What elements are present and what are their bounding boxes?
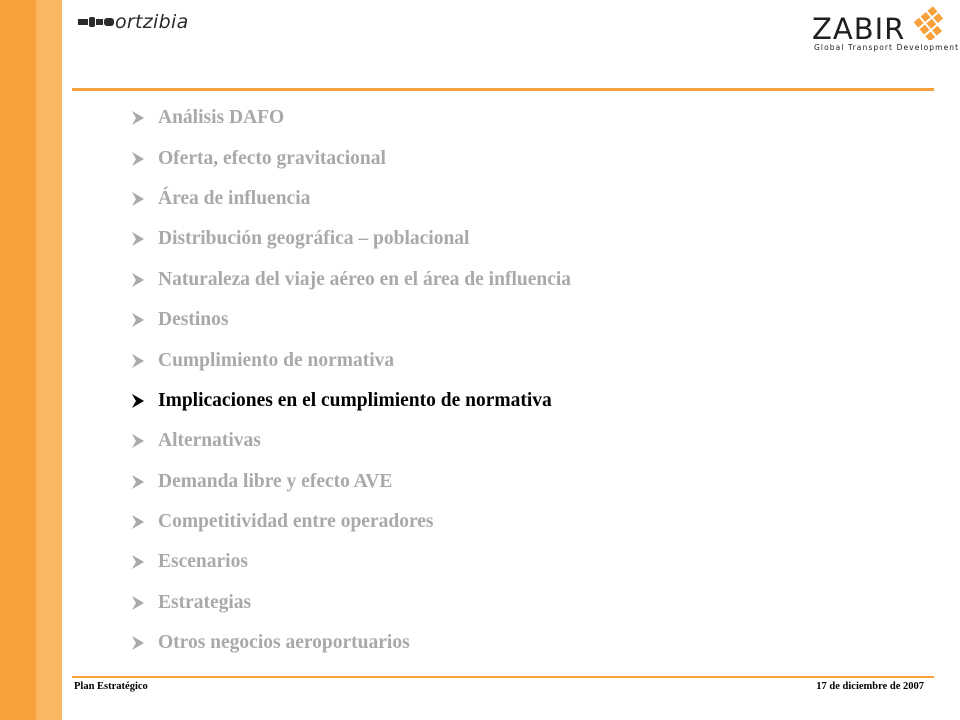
agenda-item-label: Cumplimiento de normativa: [158, 349, 395, 371]
agenda-item: [130, 421, 571, 461]
header-divider: [72, 88, 934, 91]
agenda-item-current: [130, 381, 571, 421]
agenda-item: [130, 300, 571, 340]
arrow-right-icon: [130, 635, 146, 651]
agenda-item: [130, 542, 571, 582]
arrow-right-icon: [130, 151, 146, 167]
arrow-right-icon: [130, 393, 146, 409]
agenda-item-label: Oferta, efecto gravitacional: [158, 147, 386, 169]
agenda-item-label: Demanda libre y efecto AVE: [158, 470, 393, 492]
arrow-right-icon: [130, 595, 146, 611]
agenda-item-label: Estrategias: [158, 591, 252, 613]
agenda-item: [130, 260, 571, 300]
agenda-item: [130, 138, 571, 178]
arrow-right-icon: [130, 110, 146, 126]
footer-document-title: Plan Estratégico: [74, 681, 148, 692]
agenda-item-label: Distribución geográfica – poblacional: [158, 228, 470, 250]
left-accent-bar: [0, 0, 62, 720]
arrow-right-icon: [130, 474, 146, 490]
arrow-right-icon: [130, 231, 146, 247]
agenda-item-label: Análisis DAFO: [158, 107, 285, 129]
agenda-item-label: Competitividad entre operadores: [158, 511, 434, 533]
agenda-item-label: Área de influencia: [158, 187, 311, 209]
agenda-item-label: Implicaciones en el cumplimiento de normativa: [158, 389, 552, 411]
agenda-item: [130, 179, 571, 219]
agenda-item: [130, 462, 571, 502]
ortzibia-logo-text: ortzibia: [115, 11, 189, 33]
arrow-right-icon: [130, 353, 146, 369]
agenda-item-label: Otros negocios aeroportuarios: [158, 632, 410, 654]
zabir-logo-text: ZABIR: [812, 12, 906, 46]
footer-date: 17 de diciembre de 2007: [816, 681, 924, 692]
arrow-right-icon: [130, 312, 146, 328]
agenda-item-label: Naturaleza del viaje aéreo en el área de influencia: [158, 268, 572, 290]
agenda-item-label: Alternativas: [158, 430, 261, 452]
agenda-item: [130, 623, 571, 663]
agenda-item: [130, 583, 571, 623]
agenda-item-label: Escenarios: [158, 551, 248, 573]
arrow-right-icon: [130, 272, 146, 288]
agenda-list: [130, 98, 571, 663]
agenda-item: [130, 340, 571, 380]
agenda-item: [130, 98, 571, 138]
arrow-right-icon: [130, 191, 146, 207]
agenda-item: [130, 219, 571, 259]
arrow-right-icon: [130, 433, 146, 449]
zabir-logo-tagline: Global Transport Development: [814, 43, 960, 52]
zabir-grid-mark-icon: [910, 6, 950, 40]
ortzibia-logo: [78, 8, 189, 36]
agenda-item-label: Destinos: [158, 309, 229, 331]
arrow-right-icon: [130, 514, 146, 530]
agenda-item: [130, 502, 571, 542]
ortzibia-mark-icon: [78, 14, 114, 30]
zabir-logo: [800, 6, 960, 54]
footer-divider: [72, 676, 934, 678]
left-accent-bar-highlight: [36, 0, 62, 720]
arrow-right-icon: [130, 554, 146, 570]
